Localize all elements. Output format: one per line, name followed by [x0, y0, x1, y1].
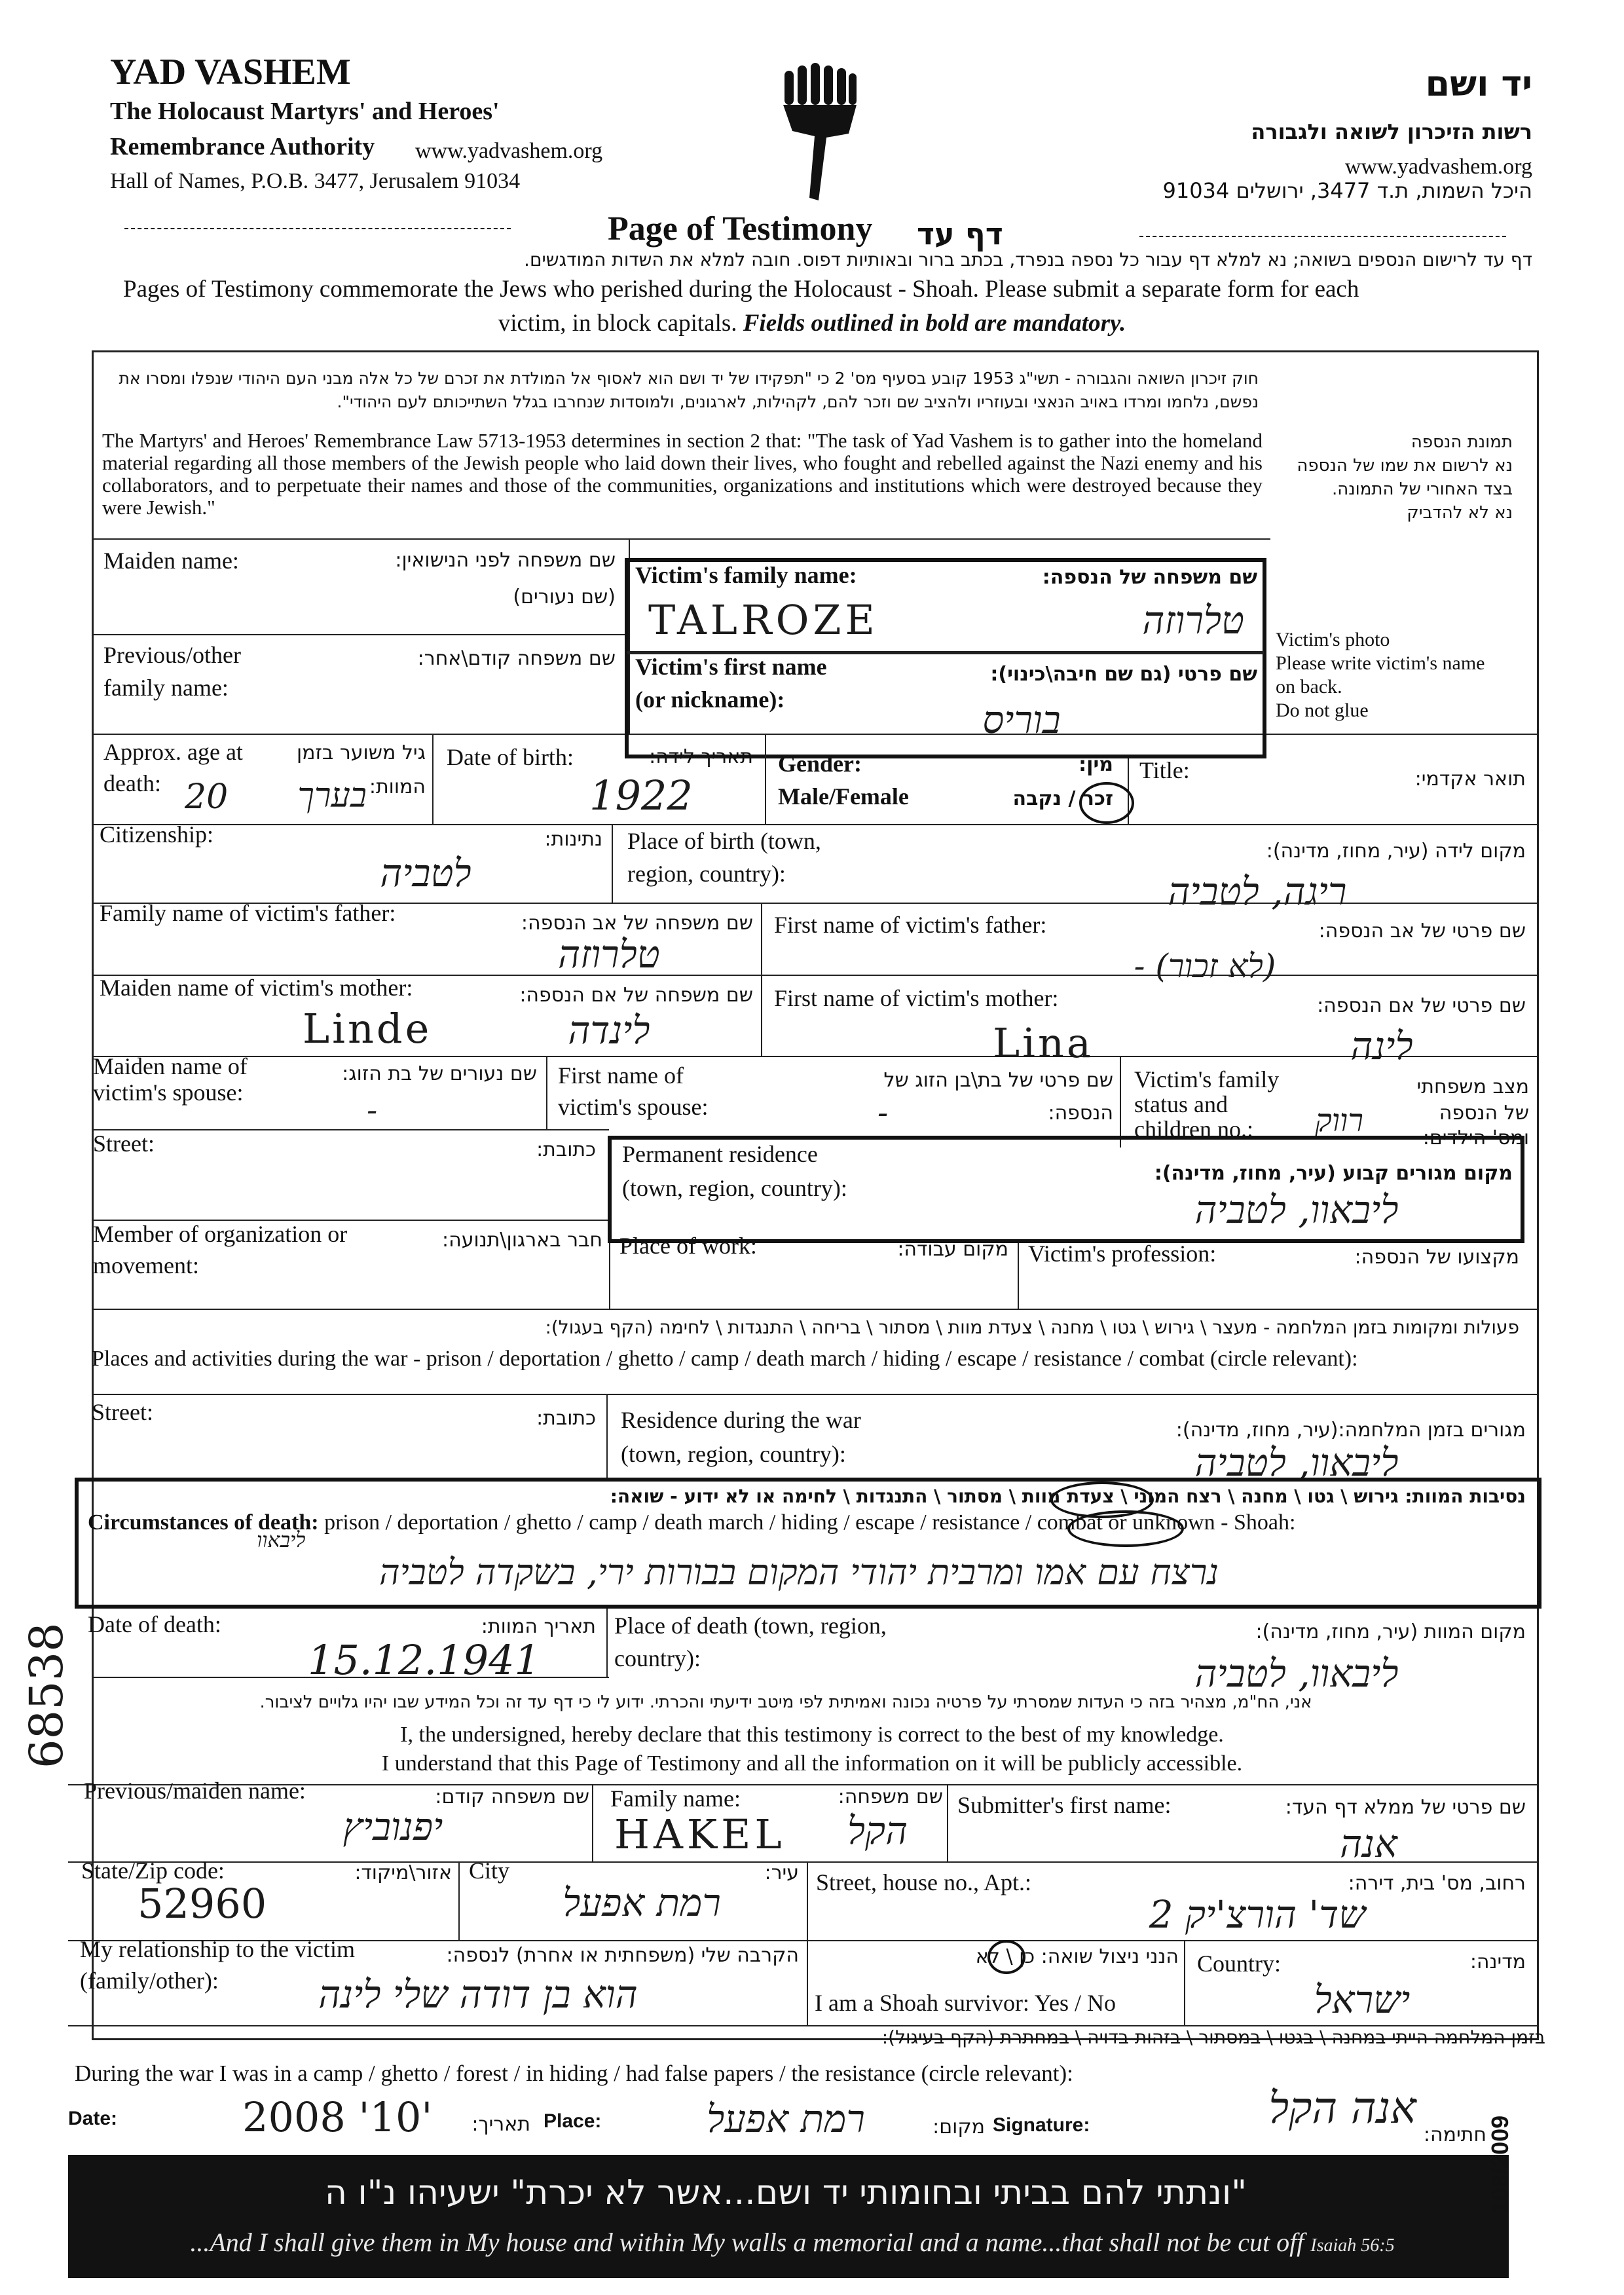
prev-name-label-1: Previous/other: [103, 642, 241, 668]
pod-label-2: country):: [614, 1645, 701, 1671]
rule-v-s2: [947, 1784, 948, 1863]
declaration-he: אני, הח"מ, מצהיר בזה כי העדות שמסרתי על פרטיה נכונה ואמיתית לפי מיטב ידיעתי והכרתי. ידוע לי כי דף עד זה וכל המידע שבו יהיו גלויים לציבור.: [259, 1692, 1312, 1712]
victim-family-name-value[interactable]: TALROZE: [648, 596, 879, 644]
sub-first-name-value[interactable]: אנה: [1340, 1821, 1397, 1866]
sub-country-label-he: מדינה:: [1469, 1950, 1526, 1973]
org-member-label-1: Member of organization or: [93, 1221, 348, 1247]
gender-label-he-2: זכר / נקבה: [1012, 787, 1113, 810]
rule-v-spouse-1: [546, 1056, 547, 1129]
sub-family-name-value-he[interactable]: הקל: [847, 1808, 908, 1853]
gender-label-2: Male/Female: [778, 783, 909, 810]
spouse-first-label-2: victim's spouse:: [558, 1094, 709, 1120]
website-en: www.yadvashem.org: [415, 139, 603, 163]
pob-label-2: region, country):: [627, 861, 786, 887]
pod-label-he: מקום המוות (עיר, מחוז, מדינה):: [1255, 1620, 1526, 1643]
war-residence-value[interactable]: ליבאוו, לטביה: [1194, 1440, 1399, 1485]
sub-first-name-label-he: שם פרטי של ממלא דף העד:: [1285, 1796, 1526, 1819]
org-member-label-2: movement:: [93, 1252, 199, 1278]
sub-war-he: בזמן המלחמה הייתי במחנה \ בגטו \ במסתור \ בזהות בדויה \ במחתרת (הקף בעיגול):: [881, 2026, 1545, 2048]
victim-family-name-label-he: שם משפחה של הנספה:: [1042, 566, 1257, 589]
sub-relation-label-he: הקרבה שלי (משפחתית או אחרת) לנספה:: [446, 1944, 799, 1967]
dod-label: Date of death:: [88, 1611, 221, 1637]
rule-v-death: [606, 1609, 608, 1677]
sub-family-name-label: Family name:: [610, 1785, 741, 1812]
intro-en-mandatory: Fields outlined in bold are mandatory.: [743, 310, 1126, 337]
gender-label-he-1: מין:: [1079, 753, 1113, 776]
maiden-name-label-he: שם משפחה לפני הנישואין:: [395, 549, 616, 572]
prev-name-label-he: שם משפחה קודם\אחר:: [417, 647, 616, 670]
prev-name-label-2: family name:: [103, 675, 229, 701]
rule-v-org: [609, 1243, 610, 1309]
sub-zip-value[interactable]: 52960: [138, 1880, 267, 1928]
sub-city-value[interactable]: רמת אפעל: [563, 1880, 721, 1925]
workplace-label: Place of work:: [619, 1233, 757, 1259]
website-he-side: www.yadvashem.org: [1344, 155, 1532, 179]
photo-en-1: Victim's photo: [1276, 629, 1390, 650]
mother-first-label: First name of victim's mother:: [774, 985, 1059, 1011]
sign-place-label-he: מקום:: [932, 2116, 985, 2138]
law-he: חוק זיכרון השואה והגבורה - תשי"ג 1953 קובע בסעיף מס' 2 כי "תפקידו של יד ושם הוא לאסוף אל המולדת את זכרם של כל אלה מבני העם היהודי שנפלו ומסרו את נפשם, נלחמו ומרדו באויב הנאצי ובעוזריו ולהציב שם וזכר להם, לקהילות, לארגונים, ולמוסדות שנחרבו בגלל השתייכותם לעם היהודי".: [119, 369, 1259, 411]
war-street-label-he: כתובת:: [536, 1407, 596, 1430]
victim-first-name-label-1: Victim's first name: [635, 654, 827, 680]
victim-family-name-label: Victim's family name:: [635, 562, 857, 588]
sign-date-label: Date:: [68, 2108, 118, 2129]
intro-en-line1: Pages of Testimony commemorate the Jews who perished during the Holocaust - Shoah. Please submit a separate form for each: [123, 276, 1359, 303]
age-label-he-1: גיל משוער בזמן: [297, 741, 426, 764]
sign-signature-value[interactable]: אנה הקל: [1268, 2083, 1416, 2133]
org-line2-en: Remembrance Authority: [110, 133, 375, 160]
sub-prev-name-label-he: שם משפחה קודם:: [435, 1785, 589, 1808]
gender-label-1: Gender:: [778, 751, 862, 777]
sub-street-label: Street, house no., Apt.:: [816, 1869, 1031, 1895]
rule-r10: [92, 1394, 1539, 1395]
mother-first-value-he[interactable]: לינה: [1350, 1024, 1413, 1068]
doc-title-he: דף עד: [917, 216, 1003, 252]
father-family-value[interactable]: טלרוזה: [558, 932, 660, 977]
victim-first-name-value[interactable]: בוריס: [982, 698, 1061, 742]
residence-value[interactable]: ליבאוו, לטביה: [1194, 1187, 1399, 1232]
address-he: היכל השמות, ת.ד 3477, ירושלים 91034: [1162, 178, 1532, 203]
father-family-label-he: שם משפחה של אב הנספה:: [521, 912, 753, 935]
family-status-value[interactable]: רווק: [1315, 1102, 1363, 1139]
spouse-first-value[interactable]: -: [877, 1094, 889, 1131]
photo-he-2: נא לרשום את שמו של הנספה: [1297, 456, 1513, 476]
sub-war-en: During the war I was in a camp / ghetto / forest / in hiding / had false papers / the resistance (circle relevant):: [75, 2061, 1073, 2086]
side-form-number: 108/2009: [1486, 2115, 1513, 2214]
pod-label-1: Place of death (town, region,: [614, 1613, 887, 1639]
sub-family-name-label-he: שם משפחה:: [838, 1785, 943, 1808]
rule-v-s5: [1184, 1940, 1185, 2025]
war-places-he: פעולות ומקומות בזמן המלחמה - מעצר \ גירוש \ גטו \ מחנה \ צעדת מוות \ מסתור \ בריחה \ התנגדות \ לחימה (הקף בעגול):: [545, 1316, 1519, 1338]
mother-maiden-label-he: שם משפחה של אם הנספה:: [519, 984, 753, 1007]
father-first-value[interactable]: (לא זכור) -: [1134, 947, 1276, 985]
org-line1-en: The Holocaust Martyrs' and Heroes': [110, 98, 500, 125]
pob-value[interactable]: ריגה, לטביה: [1168, 869, 1347, 914]
dod-value[interactable]: 15.12.1941: [308, 1636, 540, 1684]
rule-r0: [92, 538, 1270, 540]
mother-maiden-label: Maiden name of victim's mother:: [100, 975, 413, 1001]
sub-survivor-label: I am a Shoah survivor: Yes / No: [815, 1990, 1116, 2016]
war-residence-label-1: Residence during the war: [621, 1407, 861, 1433]
sub-prev-name-value[interactable]: יפנוביץ: [342, 1804, 443, 1849]
mother-maiden-value-he[interactable]: לינדה: [568, 1008, 650, 1053]
citizenship-label-he: נתינות:: [544, 828, 602, 851]
spouse-first-label-he-1: שם פרטי של בת\בן הזוג של: [883, 1069, 1113, 1092]
dob-label: Date of birth:: [447, 744, 574, 770]
family-status-label-1: Victim's family: [1134, 1066, 1280, 1092]
photo-en-4: Do not glue: [1276, 700, 1369, 721]
war-residence-label-2: (town, region, country):: [621, 1441, 846, 1467]
law-en: The Martyrs' and Heroes' Remembrance Law 5713-1953 determines in section 2 that: "The task of Yad Vashem is to gather into the homeland material regarding all those members of the Jewish people who laid down their lives, who fought and rebelled against the Nazi enemy and his collaborators, and to perpetuate their names and those of the communities, organizations and institutions which were destroyed because they were Jewish.": [102, 429, 1263, 519]
family-status-label-he-2: של הנספה: [1439, 1102, 1529, 1125]
footer-quote-ref: Isaiah 56:5: [1310, 2235, 1395, 2256]
street-label-he: כתובת:: [536, 1138, 596, 1161]
mother-first-value[interactable]: Lina: [993, 1019, 1094, 1067]
age-value[interactable]: 20: [185, 777, 229, 817]
residence-label-1: Permanent residence: [622, 1141, 818, 1167]
address-en: Hall of Names, P.O.B. 3477, Jerusalem 91034: [110, 169, 521, 193]
rule-v-work: [1018, 1243, 1019, 1309]
pob-label-1: Place of birth (town,: [627, 828, 821, 854]
sub-survivor-label-he: הנני ניצול שואה: כן \ לא: [975, 1945, 1179, 1968]
rule-s1: [68, 1861, 1539, 1863]
survivor-no-circle[interactable]: [987, 1940, 1025, 1974]
maiden-name-label: Maiden name:: [103, 548, 239, 574]
circumstances-value-small: ליבאוו: [257, 1527, 306, 1552]
rule-v-cit: [612, 824, 613, 903]
gender-male-circle[interactable]: [1079, 782, 1134, 824]
rule-v-spouse-2: [1120, 1056, 1121, 1148]
pod-value[interactable]: ליבאוו, לטביה: [1194, 1651, 1399, 1696]
spouse-first-label-he-2: הנספה:: [1048, 1102, 1113, 1125]
citizenship-value[interactable]: לטביה: [380, 851, 471, 895]
sub-zip-label: State/Zip code:: [81, 1857, 225, 1884]
org-title-he: יד ושם: [1425, 63, 1532, 104]
citizenship-label: Citizenship:: [100, 821, 213, 848]
maiden-name-label-he2: (שם נעורים): [513, 586, 616, 608]
profession-label-he: מקצועו של הנספה:: [1354, 1246, 1519, 1269]
intro-en-line2: [0, 309, 1624, 337]
sub-country-label: Country:: [1197, 1950, 1282, 1977]
sub-family-name-value[interactable]: HAKEL: [614, 1810, 786, 1858]
sub-country-value[interactable]: ישראל: [1314, 1977, 1411, 2022]
sign-date-label-he: תאריך:: [471, 2113, 530, 2136]
sign-date-value[interactable]: 2008 '10': [242, 2093, 433, 2141]
sub-street-label-he: רחוב, מס' בית, דירה:: [1348, 1872, 1526, 1895]
victim-family-name-value-he[interactable]: טלרוזה: [1142, 598, 1244, 643]
header-rule-left: [124, 228, 511, 229]
sub-city-label-he: עיר:: [764, 1861, 799, 1884]
family-status-label-2: status and: [1134, 1091, 1228, 1117]
profession-label: Victim's profession:: [1028, 1241, 1217, 1267]
doc-title-en: Page of Testimony: [608, 210, 873, 248]
header-rule-right: [1139, 236, 1506, 237]
family-status-label-he-3: ומס' הילדים:: [1422, 1127, 1529, 1149]
photo-he-4: נא לא להדביק: [1407, 503, 1513, 523]
rule-v-dob: [765, 734, 766, 824]
sub-zip-label-he: אזור\מיקוד:: [354, 1861, 452, 1884]
sign-place-label: Place:: [544, 2110, 602, 2132]
resistance-circle: [1067, 1510, 1184, 1547]
dod-label-he: תאריך המוות:: [481, 1615, 596, 1638]
footer-quote-en-text: ...And I shall give them in My house and within My walls a memorial and a name...that shall not be cut off: [190, 2228, 1304, 2257]
sub-relation-label-1: My relationship to the victim: [80, 1936, 355, 1962]
sign-place-value[interactable]: רמת אפעל: [707, 2097, 865, 2141]
spouse-maiden-label-he: שם נעורים של בת הזוג:: [342, 1062, 537, 1085]
intro-en-line2-text: victim, in block capitals.: [498, 310, 737, 337]
declaration-en-1: I, the undersigned, hereby declare that this testimony is correct to the best of my knowledge.: [400, 1723, 1224, 1747]
age-label-1: Approx. age at: [103, 739, 243, 765]
rule-v-war: [606, 1394, 608, 1479]
photo-he-3: בצד האחורי של התמונה.: [1331, 479, 1513, 499]
side-stamp-number: 68538: [20, 1622, 73, 1768]
declaration-en-2: I understand that this Page of Testimony and all the information on it will be publicly accessible.: [381, 1751, 1243, 1776]
circumstances-en-bold: Circumstances of death:: [88, 1510, 319, 1535]
circumstances-en-text: prison / deportation / ghetto / camp / death march / hiding / escape / resistance / combat or unknown - Shoah:: [324, 1510, 1296, 1535]
war-places-en: Places and activities during the war - prison / deportation / ghetto / camp / death march / hiding / escape / resistance / combat (circle relevant):: [92, 1347, 1358, 1371]
residence-label-2: (town, region, country):: [622, 1175, 847, 1201]
war-street-label: Street:: [92, 1399, 153, 1425]
mother-first-label-he: שם פרטי של אם הנספה:: [1317, 994, 1526, 1017]
pob-label-he: מקום לידה (עיר, מחוז, מדינה):: [1266, 840, 1526, 863]
war-residence-label-he: מגורים בזמן המלחמה:(עיר, מחוז, מדינה):: [1175, 1419, 1526, 1442]
family-status-label-3: children no.:: [1134, 1116, 1253, 1142]
workplace-label-he: מקום עבודה:: [897, 1238, 1008, 1261]
mother-maiden-value[interactable]: Linde: [303, 1005, 432, 1053]
circumstances-he: נסיבות המוות: גירוש \ גטו \ מחנה \ רצח המוני \ צעדת מוות \ מסתור \ התנגדות \ לחימה או לא ידוע - שואה:: [610, 1485, 1526, 1507]
sub-prev-name-label: Previous/maiden name:: [84, 1778, 306, 1804]
father-first-label: First name of victim's father:: [774, 912, 1047, 938]
photo-he-1: תמונת הנספה: [1411, 432, 1513, 452]
rule-r1: [92, 634, 629, 635]
sub-street-value[interactable]: שד' הורצ'יק 2: [1149, 1892, 1366, 1937]
rule-v-s1: [592, 1784, 593, 1863]
sub-relation-value[interactable]: הוא בן דודה שלי לינה: [318, 1972, 638, 2017]
rule-v-father: [761, 903, 762, 1056]
intro-he: דף עד לרישום הנספים בשואה; נא למלא דף עבור כל נספה בנפרד, בכתב ברור ובאותיות דפוס. חובה למלא את השדות המודגשים.: [524, 249, 1532, 271]
yad-vashem-logo: [781, 63, 859, 207]
footer-quote-he: "ונתתי להם בביתי ובחומותי יד ושם...אשר לא יכרת" ישעיהו נ"ו ה: [324, 2173, 1247, 2212]
family-status-label-he-1: מצב משפחתי: [1416, 1075, 1529, 1098]
rule-r3: [92, 824, 1539, 825]
title-label-he: תואר אקדמי:: [1414, 768, 1526, 791]
dob-value[interactable]: 1922: [589, 772, 693, 819]
dob-label-he: תאריך לידה:: [649, 745, 753, 768]
rule-r7: [92, 1129, 609, 1130]
org-title-en: YAD VASHEM: [110, 52, 351, 92]
spouse-first-label-1: First name of: [558, 1062, 684, 1089]
org-member-label-he: חבר בארגון\תנועה:: [442, 1229, 602, 1252]
sign-signature-label-he: חתימה:: [1423, 2123, 1486, 2146]
father-first-label-he: שם פרטי של אב הנספה:: [1318, 920, 1526, 942]
father-family-label: Family name of victim's father:: [100, 900, 396, 926]
sub-city-label: City: [469, 1857, 510, 1884]
sign-signature-label: Signature:: [993, 2114, 1090, 2136]
photo-en-3: on back.: [1276, 676, 1342, 698]
spouse-maiden-label-2: victim's spouse:: [93, 1079, 244, 1106]
victim-first-name-label-2: (or nickname):: [635, 686, 785, 713]
age-label-2: death:: [103, 770, 161, 796]
victim-first-name-label-he: שם פרטי (גם שם חיבה\כינוי):: [990, 663, 1257, 686]
sub-relation-label-2: (family/other):: [80, 1968, 219, 1994]
age-value-he[interactable]: בערך: [297, 776, 367, 815]
circumstances-value[interactable]: נרצח עם אמו ומרבית יהודי המקום בבורות ירי, בשקדה לטביה: [379, 1552, 1219, 1593]
residence-label-he: מקום מגורים קבוע (עיר, מחוז, מדינה):: [1154, 1162, 1513, 1185]
title-label: Title:: [1139, 757, 1190, 783]
rule-v-age: [432, 734, 434, 824]
rule-v-s3: [458, 1861, 460, 1940]
org-line-he: רשות הזיכרון לשואה ולגבורה: [1251, 119, 1532, 144]
age-label-he-2: המוות:: [369, 775, 426, 798]
sub-first-name-label: Submitter's first name:: [957, 1792, 1172, 1818]
rule-v-s4: [807, 1861, 808, 2025]
footer-quote-en: [79, 2227, 1506, 2258]
spouse-maiden-label-1: Maiden name of: [93, 1053, 248, 1079]
spouse-maiden-value[interactable]: -: [367, 1092, 378, 1129]
rule-r9: [92, 1309, 1539, 1310]
street-label: Street:: [93, 1130, 155, 1157]
photo-en-2: Please write victim's name: [1276, 652, 1485, 674]
